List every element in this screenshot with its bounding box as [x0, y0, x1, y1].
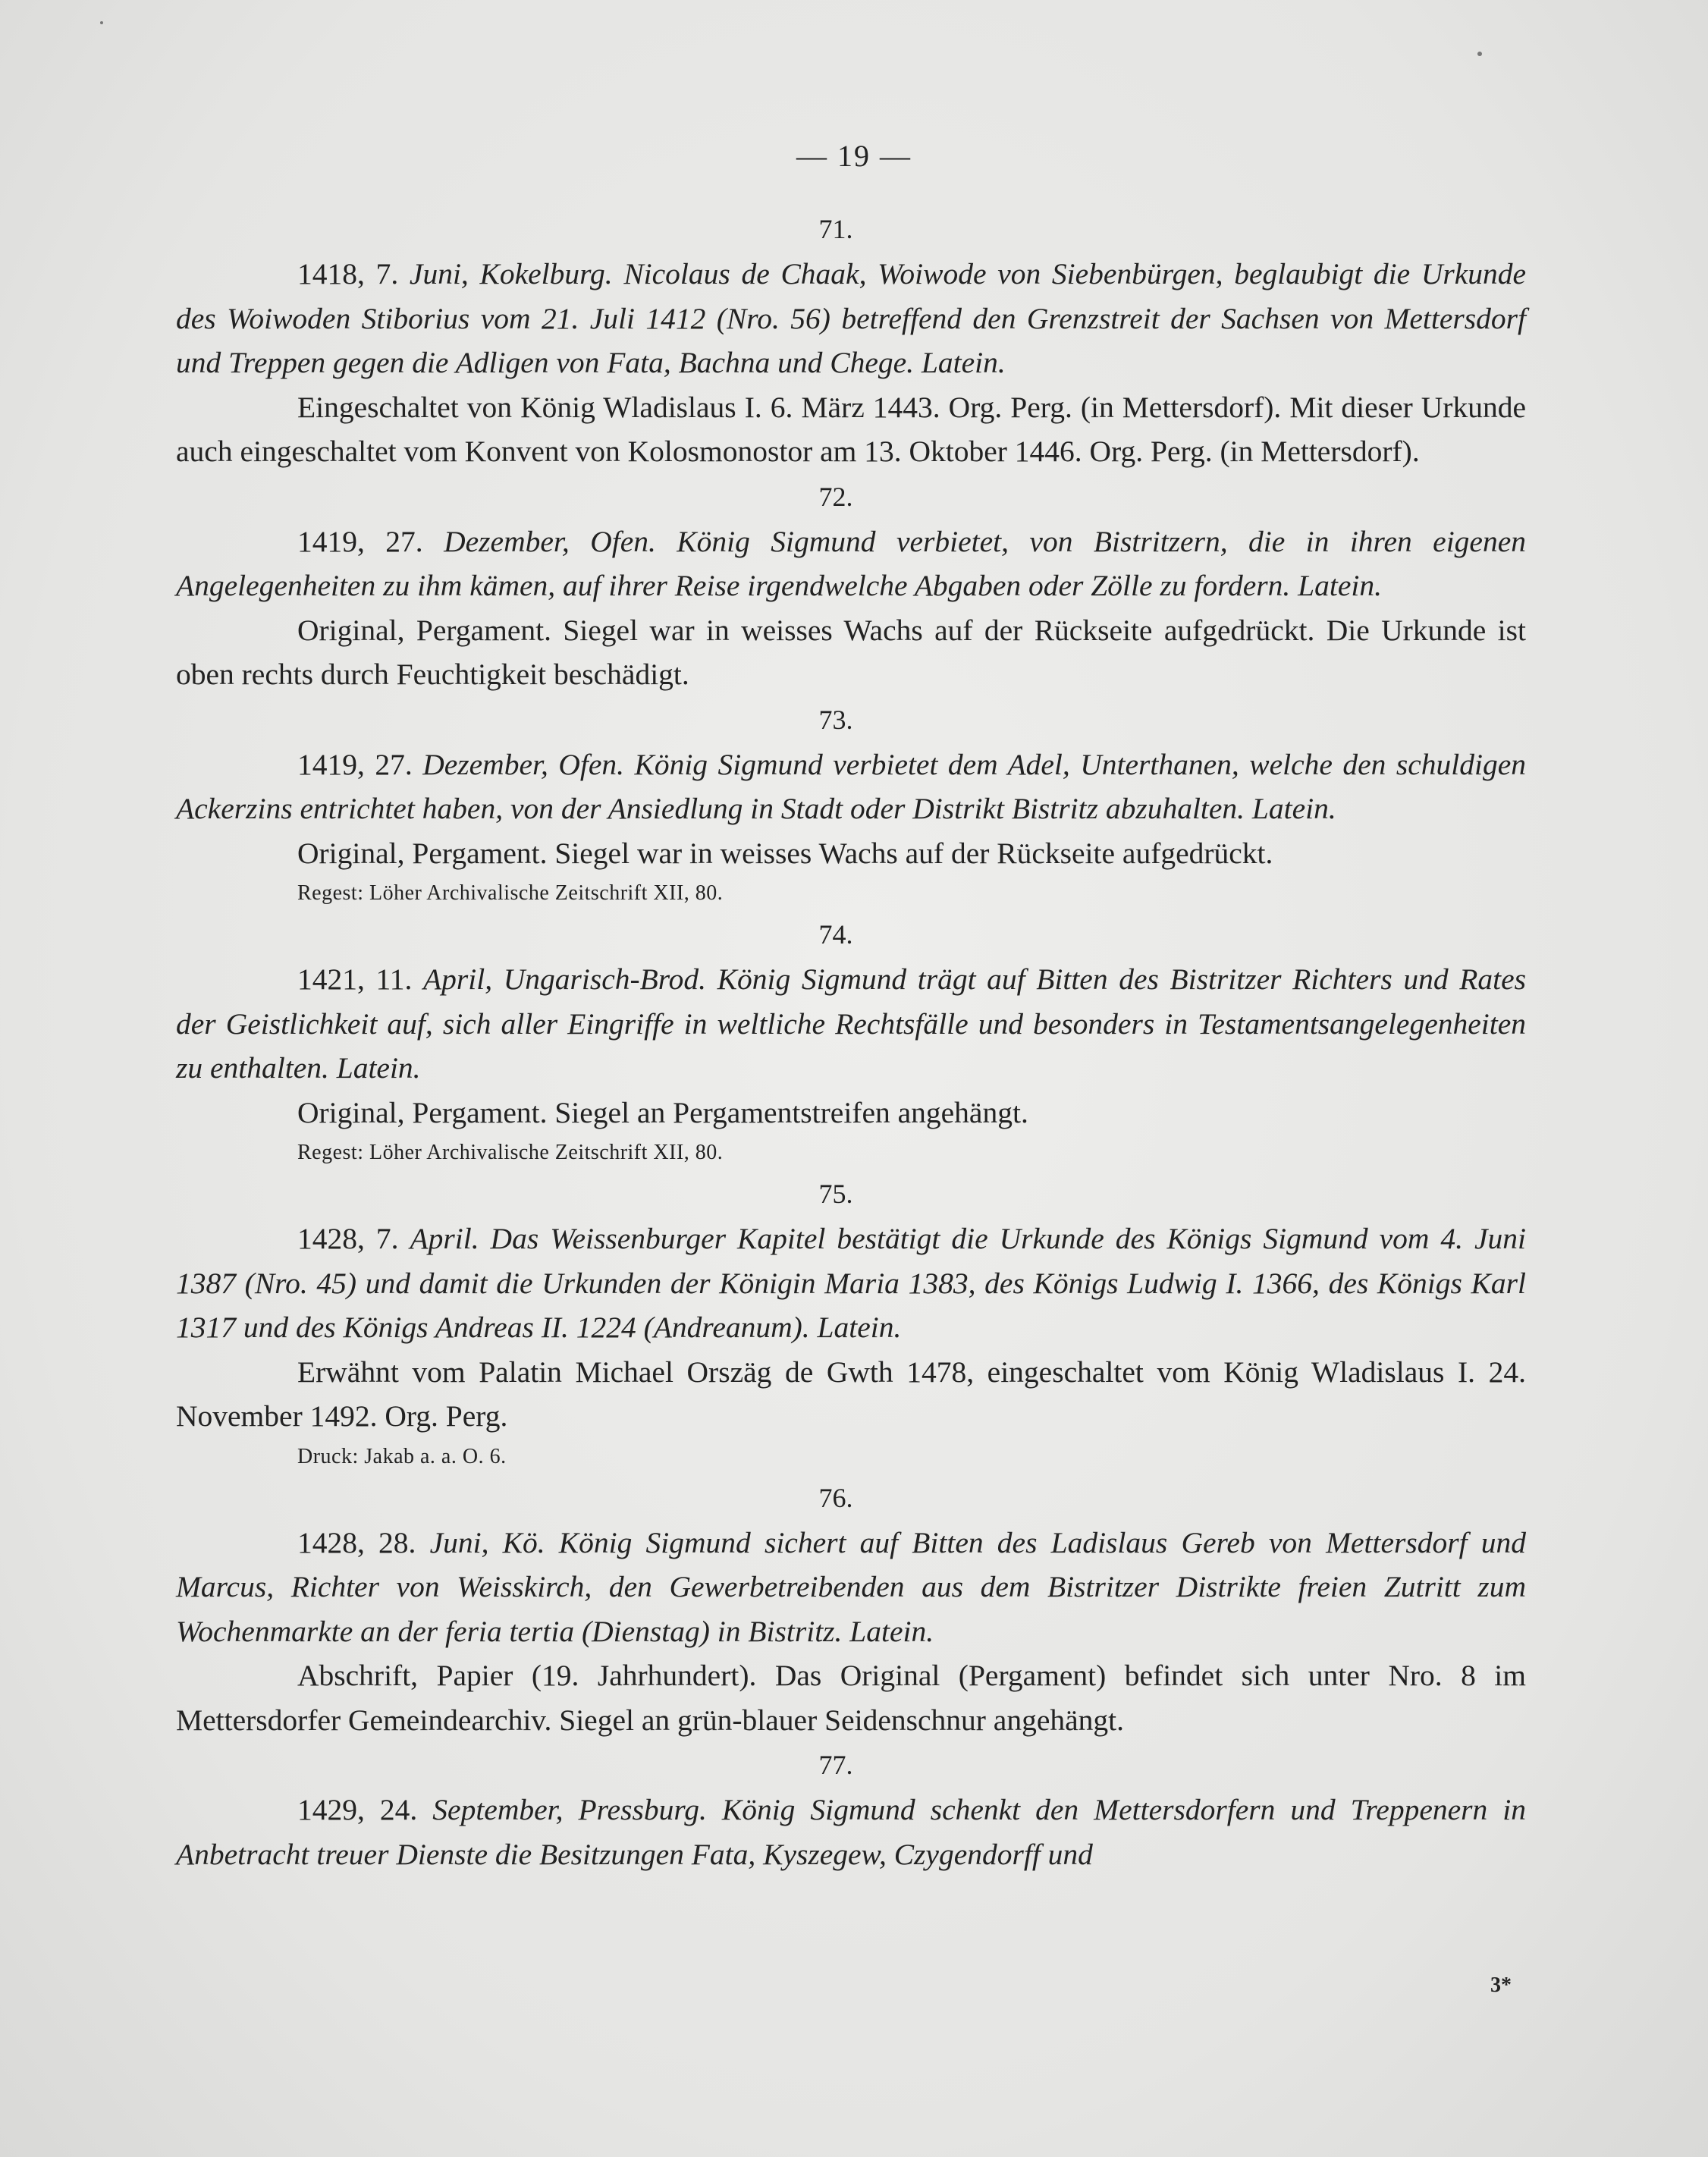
- entry-text: [176, 957, 1526, 1091]
- entry-description: Juni, Kokelburg. Nicolaus de Chaak, Woiwode von Siebenbürgen, beglaubigt die Urkunde des Woiwoden Stiborius vom 21. Juli 1412 (Nro. 56) betreffend den Grenzstreit der Sachsen von Mettersdorf und Treppen gegen die Adligen von Fata, Bachna und Chege. Latein.: [176, 257, 1527, 379]
- entry-date: 1419, 27.: [297, 524, 423, 558]
- entry-text: [176, 743, 1526, 831]
- entry-74: [176, 912, 1526, 1171]
- entry-text: [176, 252, 1526, 385]
- paper-speck: [1477, 52, 1482, 56]
- entry-text: [176, 1521, 1526, 1654]
- entry-note: Original, Pergament. Siegel an Pergamentstreifen angehängt.: [297, 1095, 1028, 1129]
- entry-date: 1429, 24.: [297, 1793, 418, 1826]
- entry-date: 1428, 28.: [297, 1525, 416, 1559]
- entry-number: 75.: [818, 1179, 853, 1209]
- entry-description: Juni, Kö. König Sigmund sichert auf Bitten des Ladislaus Gereb von Mettersdorf und Marcus, Richter von Weisskirch, den Gewerbetreibenden aus dem Bistritzer Distrikte freien Zutritt zum Wochenmarkte an der feria tertia (Dienstag) in Bistritz. Latein.: [176, 1525, 1526, 1648]
- paper-speck: [100, 21, 103, 24]
- entries-container: [176, 206, 1526, 1876]
- entry-note: Original, Pergament. Siegel war in weisses Wachs auf der Rückseite aufgedrückt. Die Urkunde ist oben rechts durch Feuchtigkeit beschädigt.: [176, 613, 1526, 691]
- entry-regest: Regest: Löher Archivalische Zeitschrift XII, 80.: [297, 881, 724, 905]
- entry-description: Dezember, Ofen. König Sigmund verbietet, von Bistritzern, die in ihren eigenen Angelegenheiten zu ihm kämen, auf ihrer Reise irgendwelche Abgaben oder Zölle zu fordern. Latein.: [176, 524, 1527, 602]
- entry-number: 74.: [818, 919, 853, 950]
- entry-description: September, Pressburg. König Sigmund schenkt den Mettersdorfern und Treppenern in Anbetracht treuer Dienste die Besitzungen Fata, Kyszegew, Czygendorff und: [176, 1793, 1527, 1871]
- entry-note: Abschrift, Papier (19. Jahrhundert). Das Original (Pergament) befindet sich unter Nro. 8 im Mettersdorfer Gemeindearchiv. Siegel an grün-blauer Seidenschnur angehängt.: [176, 1659, 1526, 1737]
- entry-77: [176, 1742, 1526, 1876]
- entry-number: 77.: [818, 1750, 853, 1780]
- entry-number: 76.: [818, 1482, 853, 1513]
- entry-note: Erwähnt vom Palatin Michael Orszäg de Gwth 1478, eingeschaltet vom König Wladislaus I. 24. November 1492. Org. Perg.: [176, 1355, 1526, 1433]
- page-number-header: — 19 —: [796, 139, 912, 173]
- entry-76: [176, 1475, 1526, 1743]
- entry-note: Eingeschaltet von König Wladislaus I. 6. März 1443. Org. Perg. (in Mettersdorf). Mit dieser Urkunde auch eingeschaltet vom Konvent von Kolosmonostor am 13. Oktober 1446. Org. Perg. (in Mettersdorf).: [176, 390, 1526, 468]
- entry-description: April, Ungarisch-Brod. König Sigmund trägt auf Bitten des Bistritzer Richters und Rates der Geistlichkeit auf, sich aller Eingriffe in weltliche Rechtsfälle und besonders in Testamentsangelegenheiten zu enthalten. Latein.: [176, 962, 1527, 1085]
- entry-date: 1421, 11.: [297, 962, 413, 996]
- entry-regest: Regest: Löher Archivalische Zeitschrift XII, 80.: [297, 1141, 724, 1164]
- entry-number: 73.: [818, 704, 853, 735]
- entry-note: Original, Pergament. Siegel war in weisses Wachs auf der Rückseite aufgedrückt.: [297, 836, 1273, 870]
- entry-regest: Druck: Jakab a. a. O. 6.: [297, 1444, 507, 1468]
- entry-72: [176, 474, 1526, 697]
- entry-text: [176, 1788, 1526, 1876]
- entry-text: [176, 520, 1526, 608]
- entry-number: 72.: [818, 481, 853, 512]
- entry-71: [176, 206, 1526, 474]
- entry-75: [176, 1171, 1526, 1475]
- entry-description: April. Das Weissenburger Kapitel bestätigt die Urkunde des Königs Sigmund vom 4. Juni 1387 (Nro. 45) und damit die Urkunden der Königin Maria 1383, des Königs Ludwig I. 1366, des Königs Karl 1317 und des Königs Andreas II. 1224 (Andreanum). Latein.: [176, 1222, 1527, 1344]
- entry-date: 1419, 27.: [297, 747, 413, 781]
- entry-date: 1418, 7.: [297, 257, 399, 290]
- entry-text: [176, 1217, 1526, 1350]
- signature-mark: 3*: [1490, 1973, 1512, 1997]
- entry-date: 1428, 7.: [297, 1222, 399, 1255]
- entry-73: [176, 697, 1526, 912]
- entry-number: 71.: [818, 214, 853, 244]
- entry-description: Dezember, Ofen. König Sigmund verbietet dem Adel, Unterthanen, welche den schuldigen Ackerzins entrichtet haben, von der Ansiedlung in Stadt oder Distrikt Bistritz abzuhalten. Latein.: [176, 747, 1527, 825]
